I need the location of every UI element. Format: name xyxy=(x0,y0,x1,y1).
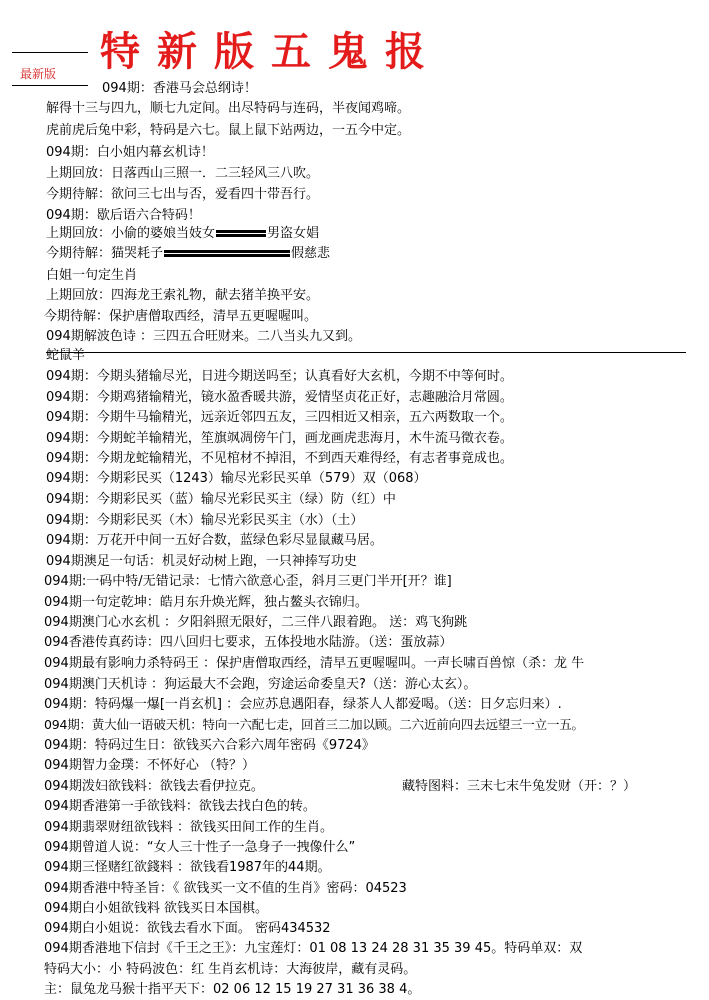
text-line: 094期：白小姐内幕玄机诗！ xyxy=(46,145,214,160)
text-line: 094期：歇后语六合特码！ xyxy=(46,208,201,223)
answer-bars xyxy=(164,249,290,258)
text-line: 094期翡翠财纽欲钱料 ：欲钱买田间工作的生肖。 xyxy=(44,820,333,835)
section-divider xyxy=(46,352,686,353)
text-line: 094香港传真药诗：四八回归七要求，五体投地水陆游。（送：蛋放蒜） xyxy=(44,635,453,650)
text-line: 094期：今期牛马输精光，远亲近邻四五友，三四相近又相亲，五六两数取一个。 xyxy=(46,410,513,425)
text-line: 094期香港第一手欲钱料：欲钱去找白色的转。 xyxy=(44,799,316,814)
text-line: 虎前虎后兔中彩，特码是六七。鼠上鼠下站两边，一五今中定。 xyxy=(46,123,411,138)
text-line: 094期：今期彩民买（1243）输尽光彩民买单（579）双（068） xyxy=(46,471,427,486)
text-line: 094期：今期龙蛇输精光，不见棺材不掉泪，不到西天难得经，有志者事竟成也。 xyxy=(46,451,513,466)
text-line: 094期一句定乾坤：皓月东升焕光辉，独占鳌头衣锦归。 xyxy=(44,595,368,610)
text-line: 上期回放：日落西山三照一．二三轻风三八吹。 xyxy=(46,166,320,181)
answer-bars xyxy=(216,229,266,238)
text-line: 094期：特码过生日：欲钱买六合彩六周年密码《9724》 xyxy=(44,738,375,753)
text-line: 094期：今期蛇羊输精光，笙旗飒凋傍午门，画龙画虎悲海月，木牛流马徵衣卷。 xyxy=(46,431,513,446)
text-line: 094期：万花开中间一五好合数，蓝绿色彩尽显鼠藏马居。 xyxy=(46,533,383,548)
text-line: 094期白小姐欲钱料 欲钱买日本国棋。 xyxy=(44,901,268,916)
text-line: 094期最有影响力杀特码王 ：保护唐僧取西经，清早五更喔喔叫。一声长啸百兽惊（杀：龙 牛 xyxy=(44,656,585,671)
text-line: 主：鼠兔龙马猴十指平天下：02 06 12 15 19 27 31 36 38 4。 xyxy=(44,982,421,997)
text-line: 蛇鼠羊 xyxy=(46,348,86,363)
riddle-question: 今期待解：猫哭耗子 xyxy=(46,246,164,261)
text-line xyxy=(46,245,330,263)
riddle-question: 上期回放：小偷的婆娘当妓女 xyxy=(46,226,216,241)
text-line: 094期：今期彩民买（木）输尽光彩民买主（水）（土） xyxy=(46,513,364,528)
text-line: 今期待解：欲问三七出与否，爱看四十带吾行。 xyxy=(46,187,320,202)
text-line: 094期：特码爆一爆[一肖玄机] ：会应苏息遇阳春，绿茶人人都爱喝。（送：日夕忘归来）. xyxy=(44,697,562,712)
text-line: 094期智力金璞：不怀好心 （特？） xyxy=(44,758,255,773)
header-line-top xyxy=(12,52,88,53)
text-line: 094期:一码中特/无错记录：七情六欲意心歪，斜月三更门半开[开？谁] xyxy=(44,574,452,589)
text-line: 094期：香港马会总纲诗！ xyxy=(102,81,257,96)
text-line: 藏特图料：三末七末牛兔发财（开：？） xyxy=(402,779,637,794)
text-line: 特码大小：小 特码波色：红 生肖玄机诗：大海彼岸，藏有灵码。 xyxy=(44,962,417,977)
header-line-bottom xyxy=(12,85,88,86)
text-line: 094期澳足一句话：机灵好动树上跑，一只神捧写功史 xyxy=(46,554,357,569)
text-line: 094期香港中特圣旨：《 欲钱买一文不值的生肖》密码：04523 xyxy=(44,881,407,896)
text-line: 094期香港地下信封《千王之王》：九宝莲灯：01 08 13 24 28 31 35 39 45。特码单双：双 xyxy=(44,941,583,956)
version-badge: 最新版 xyxy=(20,67,57,81)
text-line: 094期：今期彩民买（蓝）输尽光彩民买主（绿）防（红）中 xyxy=(46,492,396,507)
text-line: 094期解波色诗 ：三四五合旺财来。二八当头九又到。 xyxy=(46,329,361,344)
text-line: 094期三怪赌红欲錢料 ：欲钱看1987年的44期。 xyxy=(44,860,331,875)
text-line: 094期曾道人说：“女人三十性子一急身子一拽像什么” xyxy=(44,840,356,855)
riddle-answer: 男盗女娼 xyxy=(267,226,320,241)
text-line: 094期：黄大仙一语破天机：特向一六配七走，回首三二加以顾。二六近前向四去远望三一立一五。 xyxy=(44,717,584,732)
page-title: 特新版五鬼报 xyxy=(100,28,442,75)
text-line: 解得十三与四九，顺七九定间。出尽特码与连码，半夜闻鸡啼。 xyxy=(46,101,411,116)
text-line: 094期白小姐说：欲钱去看水下面。 密码434532 xyxy=(44,921,331,936)
text-line xyxy=(46,225,319,243)
text-line: 094期：今期头猪输尽光，日进今期送吗至；认真看好大玄机，今期不中等何时。 xyxy=(46,369,513,384)
riddle-answer: 假慈悲 xyxy=(291,246,331,261)
text-line: 094期泼妇欲钱料：欲钱去看伊拉克。 xyxy=(44,779,264,794)
text-line: 上期回放：四海龙王索礼物，献去猪羊换平安。 xyxy=(46,288,320,303)
text-line: 白姐一句定生肖 xyxy=(46,268,138,283)
text-line: 094期澳门天机诗 ：狗运最大不会跑，穷途运命委皇天?（送：游心太玄）。 xyxy=(44,677,477,692)
text-line: 094期澳门心水玄机 ：夕阳斜照无限好，二三伴八跟着跑。 送：鸡飞狗跳 xyxy=(44,615,468,630)
text-line: 094期：今期鸡猪输精光，镜水盈香暖共游，爱情坚贞花正好，志趣融洽月常圆。 xyxy=(46,390,513,405)
text-line: 今期待解：保护唐僧取西经，清早五更喔喔叫。 xyxy=(44,309,318,324)
